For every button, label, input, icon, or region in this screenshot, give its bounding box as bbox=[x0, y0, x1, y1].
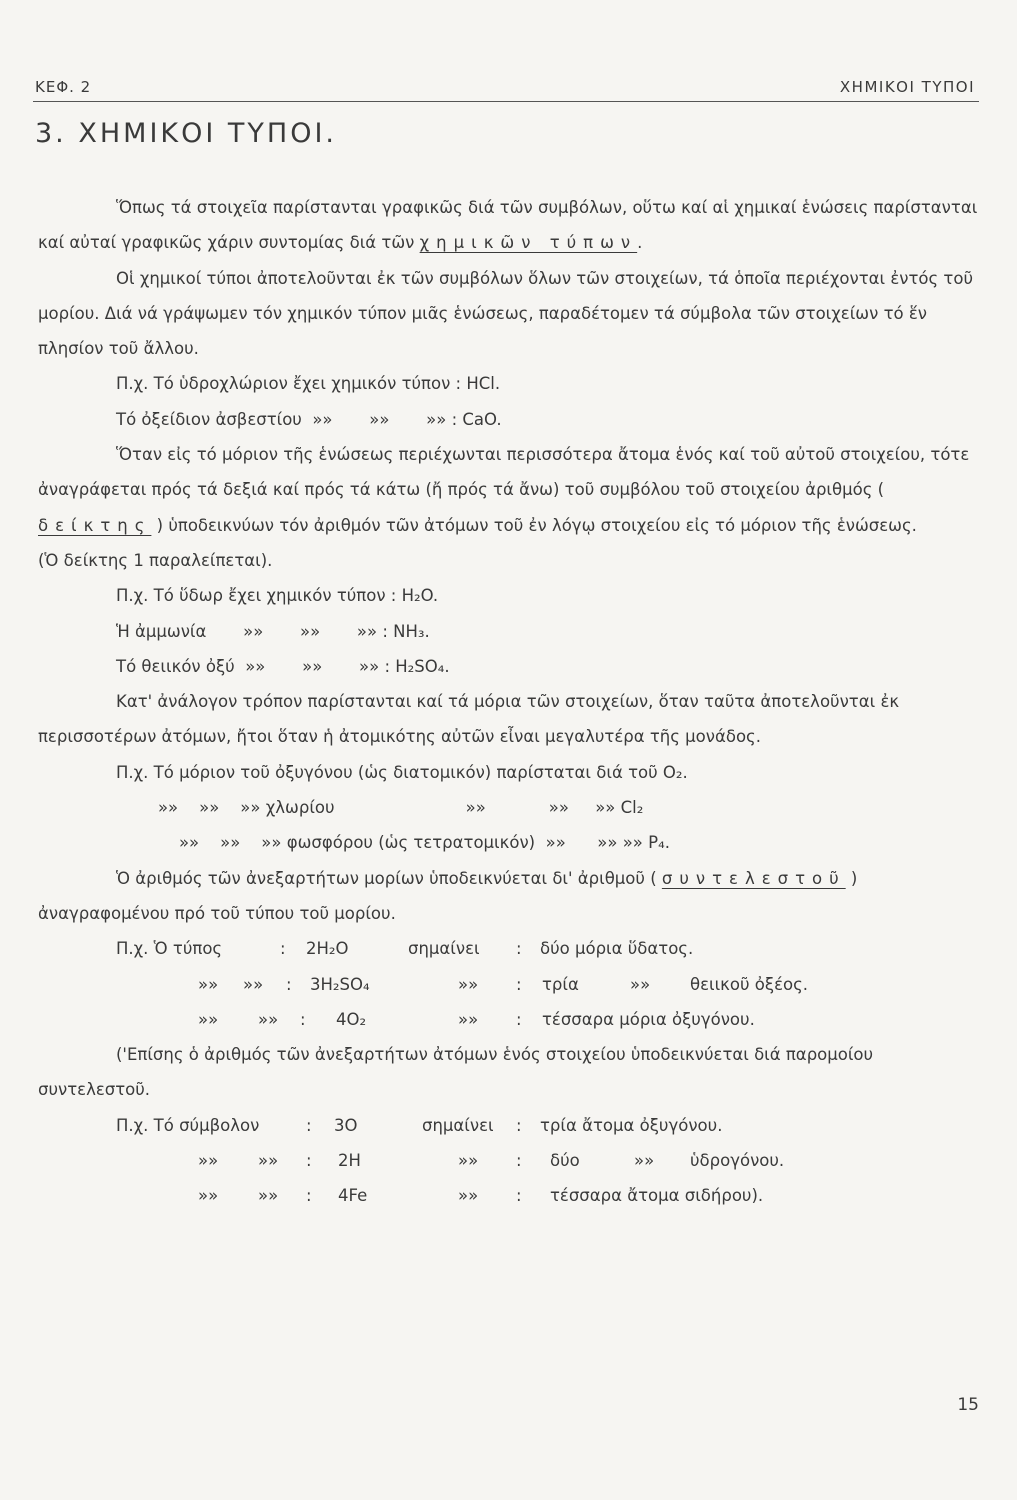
formula: 4O₂ bbox=[336, 1009, 367, 1029]
term-subscript: δείκτης bbox=[38, 515, 152, 535]
coefficient-example-row bbox=[38, 967, 978, 1002]
colon: : bbox=[516, 974, 522, 994]
text-run: Ὅταν εἰς τό μόριον τῆς ἑνώσεως περιέχωνται περισσότερα ἄτομα ἑνός καί τοῦ αὐτοῦ στοιχείου, τότε ἀναγράφεται πρός τά δεξιά καί πρός τά κάτω (ἤ πρός τά ἄνω) τοῦ συμβόλου τοῦ στοιχείου ἀριθμός ( bbox=[38, 445, 970, 500]
ditto: »» bbox=[258, 1151, 279, 1171]
example-water: Π.χ. Τό ὕδωρ ἔχει χημικόν τύπον : H₂O. bbox=[116, 586, 439, 606]
example-ammonia: Ἡ ἀμμωνία »» »» »» : NH₃. bbox=[116, 621, 430, 641]
colon: : bbox=[516, 1186, 522, 1206]
note-subscript-one: (Ὁ δείκτης 1 παραλείπεται). bbox=[38, 550, 273, 570]
meaning: δύο μόρια ὕδατος. bbox=[540, 939, 694, 959]
formula: 2H₂O bbox=[306, 939, 349, 959]
ditto: »» bbox=[198, 1009, 219, 1029]
term-coefficient: συντελεστοῦ bbox=[661, 868, 846, 888]
text-run: Ὅπως τά στοιχεῖα παρίστανται γραφικῶς διά τῶν συμβόλων, οὕτω καί αἱ χημικαί ἑνώσεις παρίστανται καί αὐταί γραφικῶς χάριν συντομίας διά τῶν bbox=[38, 198, 978, 253]
colon: : bbox=[516, 1151, 522, 1171]
atom-example-row bbox=[38, 1143, 978, 1178]
coefficient-example-row bbox=[38, 1002, 978, 1037]
paragraph-atoms-coefficient: ('Επίσης ὁ ἀριθμός τῶν ἀνεξαρτήτων ἀτόμων ἑνός στοιχείου ὑποδεικνύεται διά παρομοίου συντελεστοῦ. bbox=[38, 1045, 874, 1100]
meaning: δύο bbox=[550, 1151, 580, 1171]
colon: : bbox=[516, 939, 522, 959]
example-oxygen: Π.χ. Τό μόριον τοῦ ὀξυγόνου (ὡς διατομικόν) παρίσταται διά τοῦ O₂. bbox=[116, 762, 688, 782]
body-text bbox=[38, 190, 978, 1214]
verb: σημαίνει bbox=[408, 939, 480, 959]
coefficient-example-row bbox=[38, 931, 978, 966]
ditto: »» bbox=[258, 1186, 279, 1206]
ditto: »» bbox=[458, 1186, 479, 1206]
formula: 3H₂SO₄ bbox=[310, 974, 370, 994]
example-chlorine: »» »» »» χλωρίου »» »» »» Cl₂ bbox=[116, 798, 644, 818]
label: Π.χ. Ὁ τύπος bbox=[116, 939, 223, 959]
colon: : bbox=[306, 1151, 312, 1171]
verb: σημαίνει bbox=[422, 1115, 494, 1135]
section-title: 3. ΧΗΜΙΚΟΙ ΤΥΠΟΙ. bbox=[35, 118, 337, 149]
paragraph-element-molecules: Κατ' ἀνάλογον τρόπον παρίστανται καί τά μόρια τῶν στοιχείων, ὅταν ταῦτα ἀποτελοῦνται ἐκ περισσοτέρων ἀτόμων, ἤτοι ὅταν ἡ ἀτομικότης αὐτῶν εἶναι μεγαλυτέρα τῆς μονάδος. bbox=[38, 692, 900, 747]
ditto: »» bbox=[458, 974, 479, 994]
term-chemical-formulas: χημικῶν τύπων bbox=[419, 233, 638, 253]
ditto: »» bbox=[634, 1151, 655, 1171]
ditto: »» bbox=[198, 974, 219, 994]
example-hcl: Π.χ. Τό ὑδροχλώριον ἔχει χημικόν τύπον : HCl. bbox=[116, 374, 501, 394]
paragraph-coefficient bbox=[38, 861, 978, 932]
atom-example-row bbox=[38, 1108, 978, 1143]
formula: 4Fe bbox=[338, 1186, 368, 1206]
paragraph-subscript bbox=[38, 437, 978, 543]
header-rule bbox=[33, 101, 979, 102]
colon: : bbox=[516, 1009, 522, 1029]
colon: : bbox=[280, 939, 286, 959]
text-run: ) ὑποδεικνύων τόν ἀριθμόν τῶν ἀτόμων τοῦ ἐν λόγῳ στοιχείου εἰς τό μόριον τῆς ἑνώσεως. bbox=[151, 515, 917, 535]
meaning: θειικοῦ ὀξέος. bbox=[690, 974, 809, 994]
colon: : bbox=[300, 1009, 306, 1029]
meaning: τρία bbox=[542, 974, 579, 994]
ditto: »» bbox=[258, 1009, 279, 1029]
ditto: »» bbox=[198, 1151, 219, 1171]
text-run: . bbox=[637, 233, 643, 253]
meaning: ὑδρογόνου. bbox=[690, 1151, 785, 1171]
chapter-label: ΚΕΦ. 2 bbox=[35, 78, 92, 96]
paragraph-intro bbox=[38, 190, 978, 261]
text-run: Ὁ ἀριθμός τῶν ἀνεξαρτήτων μορίων ὑποδεικνύεται δι' ἀριθμοῦ ( bbox=[116, 868, 662, 888]
example-sulfuric-acid: Τό θειικόν ὀξύ »» »» »» : H₂SO₄. bbox=[116, 656, 450, 676]
ditto: »» bbox=[243, 974, 264, 994]
colon: : bbox=[306, 1186, 312, 1206]
colon: : bbox=[286, 974, 292, 994]
label: Π.χ. Τό σύμβολον bbox=[116, 1115, 260, 1135]
ditto: »» bbox=[630, 974, 651, 994]
meaning: τέσσαρα μόρια ὀξυγόνου. bbox=[542, 1009, 755, 1029]
formula: 2H bbox=[338, 1151, 361, 1171]
ditto: »» bbox=[458, 1151, 479, 1171]
ditto: »» bbox=[198, 1186, 219, 1206]
meaning: τέσσαρα ἄτομα σιδήρου). bbox=[550, 1186, 764, 1206]
formula: 3O bbox=[334, 1115, 358, 1135]
colon: : bbox=[516, 1115, 522, 1135]
paragraph-composition: Οἱ χημικοί τύποι ἀποτελοῦνται ἐκ τῶν συμβόλων ὅλων τῶν στοιχείων, τά ὁποῖα περιέχονται ἐντός τοῦ μορίου. Διά νά γράψωμεν τόν χημικόν τύπον μιᾶς ἑνώσεως, παραδέτομεν τά σύμβολα τῶν στοιχείων τό ἕν πλησίον τοῦ ἄλλου. bbox=[38, 268, 974, 359]
example-phosphorus: »» »» »» φωσφόρου (ὡς τετρατομικόν) »» »» »» P₄. bbox=[116, 833, 670, 853]
colon: : bbox=[306, 1115, 312, 1135]
atom-example-row bbox=[38, 1178, 978, 1213]
example-cao: Τό ὀξείδιον ἀσβεστίου »» »» »» : CaO. bbox=[116, 409, 502, 429]
ditto: »» bbox=[458, 1009, 479, 1029]
text-run: ) ἀναγραφομένου πρό τοῦ τύπου τοῦ μορίου. bbox=[38, 868, 858, 923]
page-number: 15 bbox=[957, 1395, 979, 1415]
running-title: ΧΗΜΙΚΟΙ ΤΥΠΟΙ bbox=[839, 78, 975, 96]
meaning: τρία ἄτομα ὀξυγόνου. bbox=[540, 1115, 723, 1135]
